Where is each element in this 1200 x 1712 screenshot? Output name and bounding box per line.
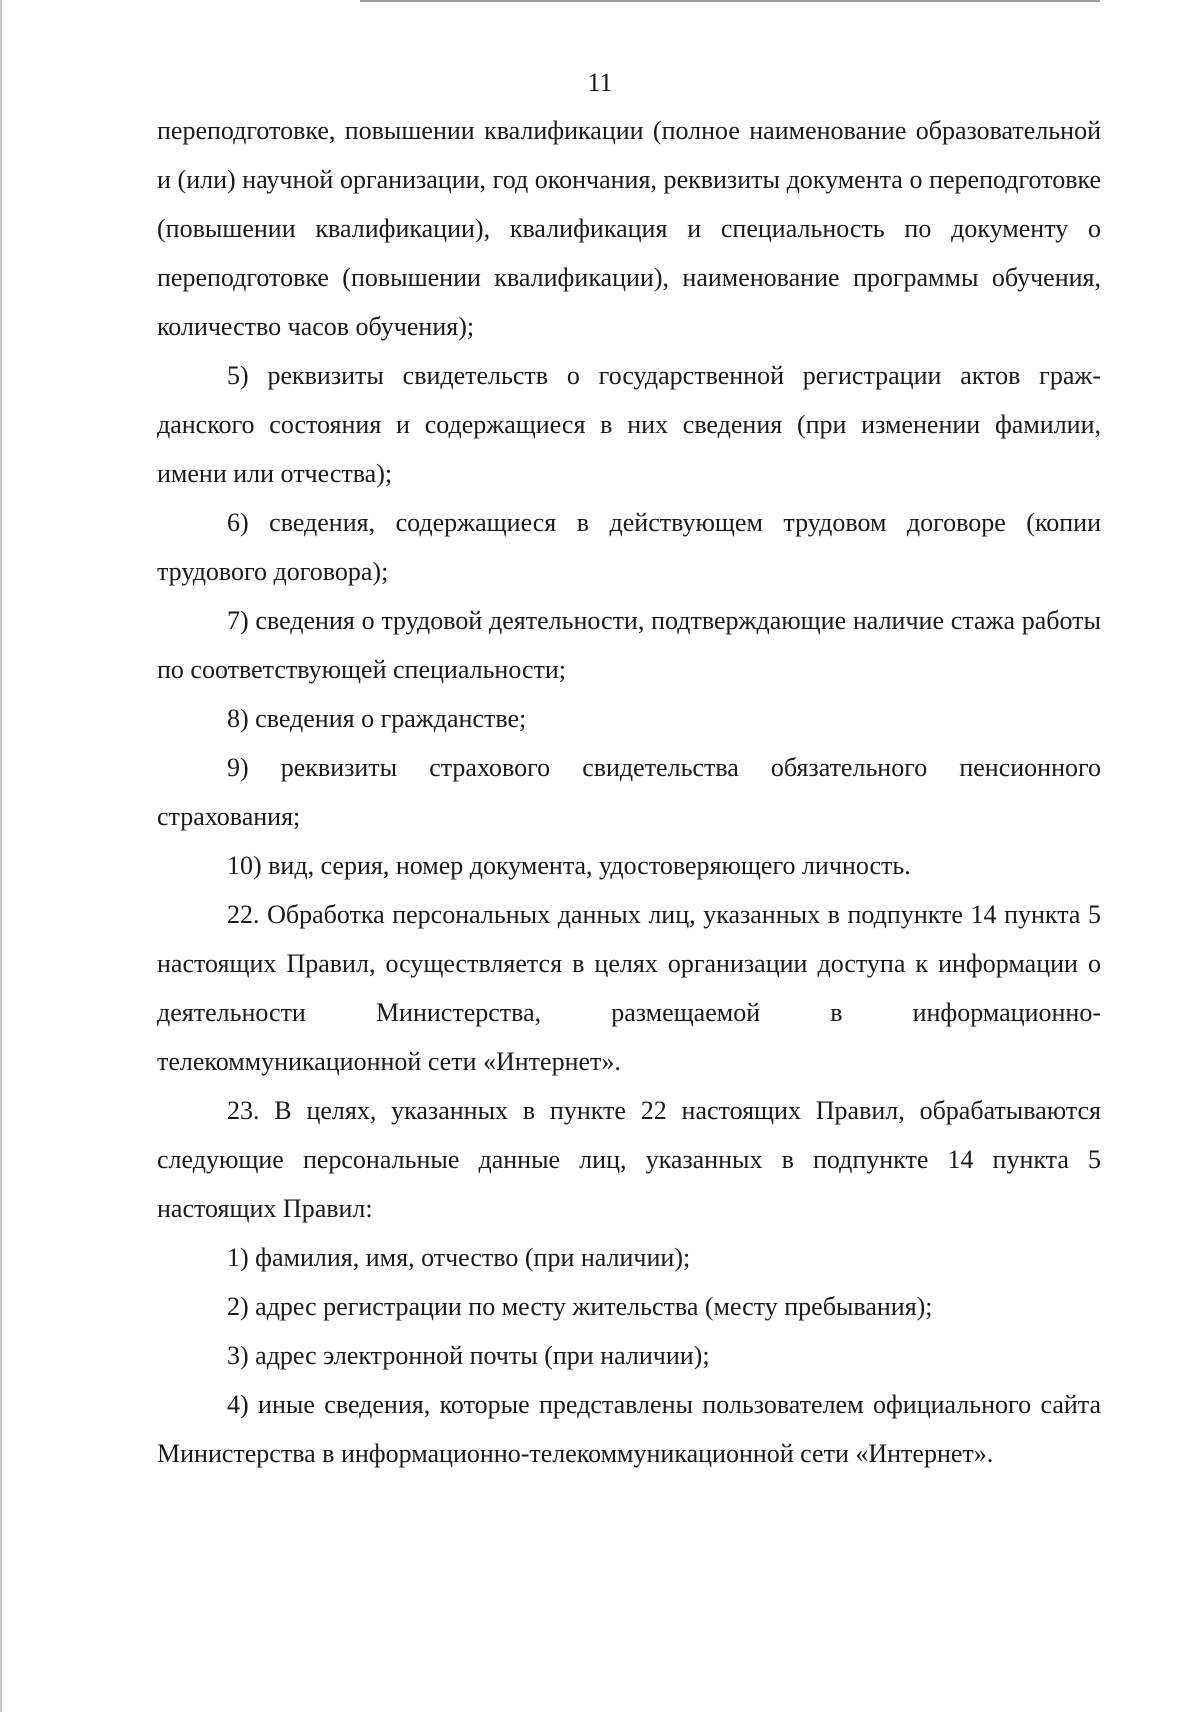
paragraph-item-5: 5) реквизиты свидетельств о государственной регистрации актов гражданского состояния и содержащиеся в них сведения (при изменении фамилии, имени или отчества); xyxy=(157,361,1101,488)
paragraph-subitem-4: 4) иные сведения, которые представлены пользователем официального сайта Министерства в информационно-телекоммуникационной сети «Интернет». xyxy=(157,1390,1101,1468)
paragraph-subitem-3: 3) адрес электронной почты (при наличии); xyxy=(227,1341,710,1370)
paragraph-continuation: переподготовке, повышении квалификации (полное наименование образовательной и (или) научной организации, год окончания, реквизиты документа о переподготовке (повышении квалификации), квалификация и специальность по документу о переподготовке (повышении квалификации), наименование программы обучения, количество часов обучения); xyxy=(157,116,1101,341)
document-body xyxy=(157,106,1101,1478)
page-number: 11 xyxy=(587,68,613,97)
paragraph-subitem-1: 1) фамилия, имя, отчество (при наличии); xyxy=(227,1243,691,1272)
paragraph-clause-22: 22. Обработка персональных данных лиц, указанных в подпункте 14 пункта 5 настоящих Правил, осуществляется в целях организации доступа к информации о деятельности Министерства, размещаемой в информационно-телекоммуникационной сети «Интернет». xyxy=(157,900,1101,1076)
top-border-line xyxy=(360,0,1100,2)
paragraph-item-6: 6) сведения, содержащиеся в действующем трудовом договоре (копии трудового договора); xyxy=(157,508,1101,586)
paragraph-subitem-2: 2) адрес регистрации по месту жительства (месту пребывания); xyxy=(227,1292,933,1321)
paragraph-clause-23: 23. В целях, указанных в пункте 22 настоящих Правил, обрабатываются следующие персональные данные лиц, указанных в подпункте 14 пункта 5 настоящих Правил: xyxy=(157,1096,1101,1223)
paragraph-item-8: 8) сведения о гражданстве; xyxy=(227,704,527,733)
paragraph-item-9: 9) реквизиты страхового свидетельства обязательного пенсионного страхования; xyxy=(157,753,1101,831)
left-border-line xyxy=(0,0,2,1712)
paragraph-item-7: 7) сведения о трудовой деятельности, подтверждающие наличие стажа работы по соответствующей специальности; xyxy=(157,606,1101,684)
paragraph-item-10: 10) вид, серия, номер документа, удостоверяющего личность. xyxy=(227,851,911,880)
